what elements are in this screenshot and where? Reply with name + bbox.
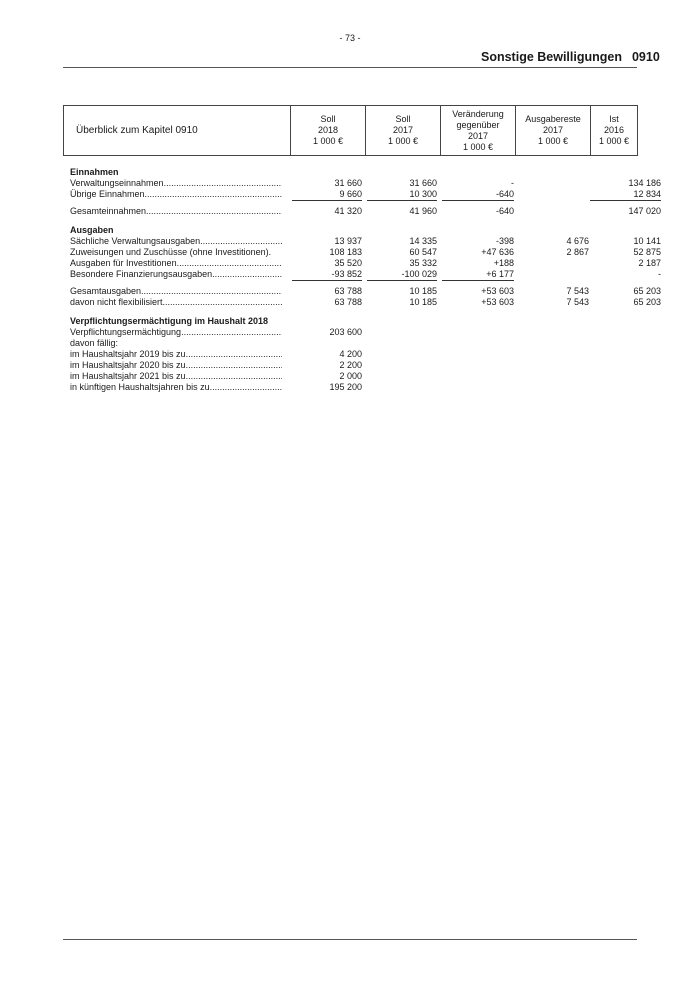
value-ist-2016: 65 203 — [633, 297, 661, 307]
table-row — [70, 371, 650, 382]
value-ist-2016: 65 203 — [633, 286, 661, 296]
table-row — [70, 269, 661, 280]
table-row — [70, 360, 650, 371]
table-row — [70, 178, 661, 189]
value-soll-2017: 41 960 — [409, 206, 437, 216]
col-header-veraenderung: Veränderung gegenüber 2017 1 000 € — [441, 106, 516, 156]
row-label: im Haushaltsjahr 2021 bis zu ..... — [70, 371, 282, 382]
table-row — [70, 338, 650, 349]
value-soll-2018: 4 200 — [339, 349, 362, 359]
value-ausgabereste: 7 543 — [566, 286, 589, 296]
value-ausgabereste: 7 543 — [566, 297, 589, 307]
row-label: im Haushaltsjahr 2019 bis zu ..... — [70, 349, 282, 360]
value-soll-2018: 63 788 — [334, 286, 362, 296]
table-row — [70, 236, 661, 247]
value-soll-2017: -100 029 — [401, 269, 437, 279]
footer-rule — [63, 939, 637, 940]
row-label: Zuweisungen und Zuschüsse (ohne Investitionen). — [70, 247, 272, 257]
table-row — [70, 327, 650, 338]
value-veraenderung: -640 — [495, 206, 514, 216]
row-label: Ausgaben für Investitionen ..... — [70, 258, 282, 269]
value-ist-2016: 12 834 — [633, 189, 661, 199]
table-row — [70, 189, 661, 200]
row-label: Besondere Finanzierungsausgaben ..... — [70, 269, 282, 280]
value-veraenderung: +188 — [493, 258, 514, 268]
overview-header-table — [63, 105, 638, 156]
col-header-ist-2016: Ist 2016 1 000 € — [591, 106, 638, 156]
header-rule — [63, 67, 637, 68]
overview-title: Überblick zum Kapitel 0910 — [64, 106, 291, 156]
row-label: Sächliche Verwaltungsausgaben ..... — [70, 236, 282, 247]
value-ist-2016: 134 186 — [628, 178, 661, 188]
value-soll-2018: 41 320 — [334, 206, 362, 216]
ausgaben-heading-row — [70, 225, 650, 236]
value-soll-2017: 35 332 — [409, 258, 437, 268]
table-row — [70, 349, 650, 360]
value-soll-2017: 10 300 — [409, 189, 437, 199]
value-veraenderung: +53 603 — [481, 286, 514, 296]
table-row — [70, 297, 661, 308]
verpflichtung-heading: Verpflichtungsermächtigung im Haushalt 2018 — [70, 316, 269, 326]
value-ist-2016: 52 875 — [633, 247, 661, 257]
value-soll-2017: 31 660 — [409, 178, 437, 188]
value-ist-2016: 147 020 — [628, 206, 661, 216]
value-soll-2017: 10 185 — [409, 297, 437, 307]
value-soll-2018: 13 937 — [334, 236, 362, 246]
row-label: im Haushaltsjahr 2020 bis zu ..... — [70, 360, 282, 371]
col-header-ausgabereste: Ausgabereste 2017 1 000 € — [516, 106, 591, 156]
table-row — [70, 247, 661, 258]
value-ist-2016: 2 187 — [638, 258, 661, 268]
value-ausgabereste: 4 676 — [566, 236, 589, 246]
value-soll-2018: 31 660 — [334, 178, 362, 188]
value-soll-2018: 108 183 — [329, 247, 362, 257]
value-veraenderung: - — [511, 178, 514, 188]
verpflichtung-heading-row — [70, 316, 650, 327]
einnahmen-heading-row — [70, 167, 650, 178]
total-row — [70, 286, 661, 297]
row-label: Verpflichtungsermächtigung ..... — [70, 327, 282, 338]
row-label: Gesamtausgaben ..... — [70, 286, 282, 297]
value-soll-2018: 35 520 — [334, 258, 362, 268]
chapter-code: 0910 — [631, 50, 660, 64]
value-soll-2018: 2 000 — [339, 371, 362, 381]
col-header-soll-2018: Soll 2018 1 000 € — [291, 106, 366, 156]
value-veraenderung: +6 177 — [486, 269, 514, 279]
value-ausgabereste: 2 867 — [566, 247, 589, 257]
table-row — [70, 258, 661, 269]
table-row — [70, 382, 650, 393]
value-soll-2018: 203 600 — [329, 327, 362, 337]
row-label: Übrige Einnahmen ..... — [70, 189, 282, 200]
value-soll-2017: 60 547 — [409, 247, 437, 257]
value-soll-2018: 9 660 — [339, 189, 362, 199]
overview-body — [70, 167, 661, 393]
page-number: - 73 - — [339, 33, 361, 43]
value-veraenderung: +47 636 — [481, 247, 514, 257]
davon-label: davon fällig: — [70, 338, 119, 348]
value-soll-2018: 2 200 — [339, 360, 362, 370]
row-label: Verwaltungseinnahmen ..... — [70, 178, 282, 189]
ausgaben-heading: Ausgaben — [70, 225, 114, 235]
einnahmen-heading: Einnahmen — [70, 167, 119, 177]
value-soll-2017: 14 335 — [409, 236, 437, 246]
value-veraenderung: -640 — [495, 189, 514, 199]
row-label: in künftigen Haushaltsjahren bis zu ..... — [70, 382, 282, 393]
total-row — [70, 206, 661, 217]
value-ist-2016: 10 141 — [633, 236, 661, 246]
value-soll-2018: 195 200 — [329, 382, 362, 392]
value-ist-2016: - — [658, 269, 661, 279]
col-header-soll-2017: Soll 2017 1 000 € — [366, 106, 441, 156]
section-header — [481, 50, 660, 64]
value-soll-2018: -93 852 — [331, 269, 362, 279]
value-veraenderung: +53 603 — [481, 297, 514, 307]
row-label: davon nicht flexibilisiert ..... — [70, 297, 282, 308]
value-soll-2017: 10 185 — [409, 286, 437, 296]
row-label: Gesamteinnahmen ..... — [70, 206, 282, 217]
section-title: Sonstige Bewilligungen — [481, 50, 622, 64]
value-soll-2018: 63 788 — [334, 297, 362, 307]
value-veraenderung: -398 — [495, 236, 514, 246]
